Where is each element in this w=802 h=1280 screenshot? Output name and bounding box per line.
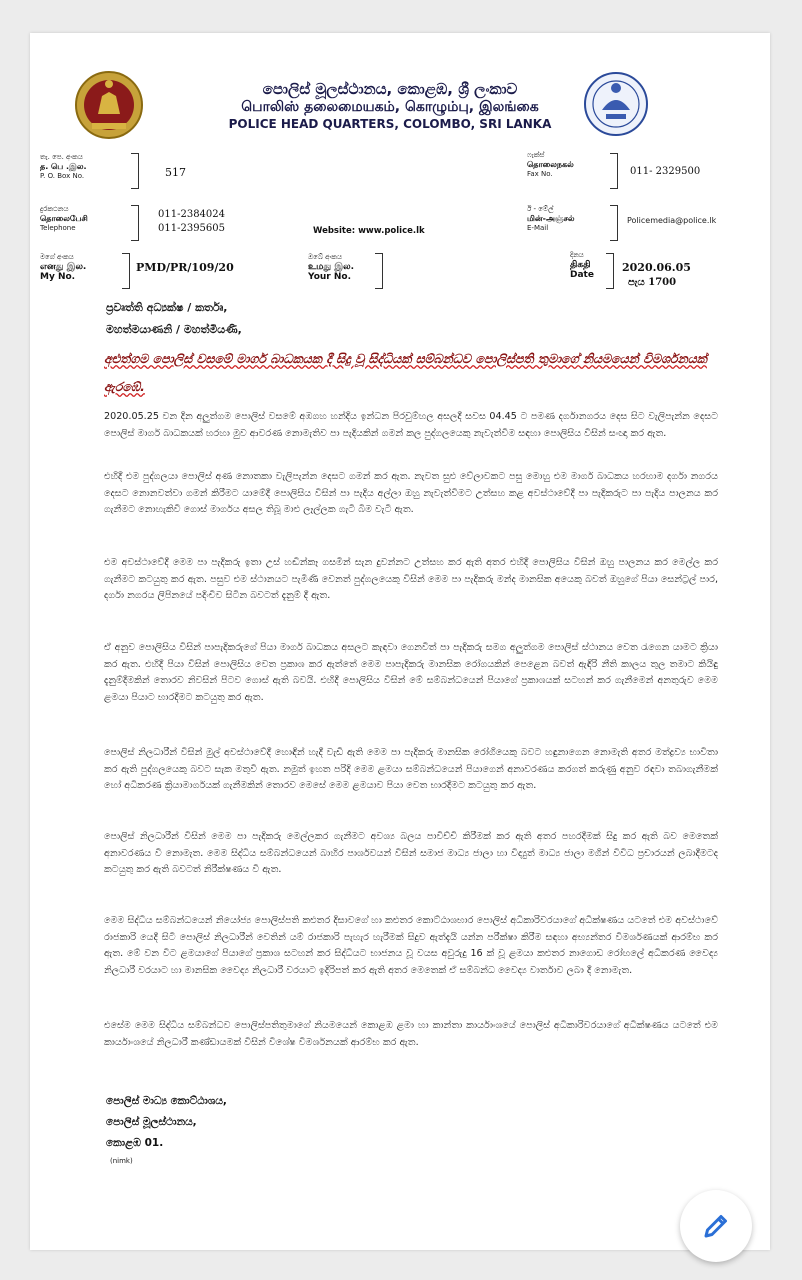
email-labels: ඊ - මේල් மின்-அஞ்சல் E-Mail bbox=[527, 205, 575, 232]
fax-labels: ෆැක්ස් தொலைநகல் Fax No. bbox=[527, 151, 574, 178]
my-no-labels: මගේ අංකය எனது இல. My No. bbox=[40, 253, 87, 282]
document-page bbox=[30, 33, 770, 1250]
header-tamil: பொலிஸ் தலைமையகம், கொழும்பு, இலங்கை bbox=[241, 99, 539, 115]
fax-value: 011- 2329500 bbox=[630, 166, 701, 177]
paragraph-5: පොලිස් නිලධාරීන් විසින් මුල් අවස්ථාවේදී හොඳින් හැදී වැඩී ඇති මෙම පා පැදිකරු මානසික රෝගියෙකු බවට හඳුනාගෙන නොමැති අතර මත්ද්‍රව්‍ය භාවිතා කර ඇති පුද්ගලයෙකු බවට සැක මතුවී ඇත. නමුත් ඉහත පරිදි මෙම ළමයා සම්බන්ධයෙන් පියාගෙන් අනාවරණය කරගත් කරුණු අනුව රඳවා තබාගැනීමක් හෝ අධිකරණ ක්‍රියාමාර්ගයක් ගැනීමකින් තොරව මෙසේ මෙම ළමයාව පියා වෙත භාරදීමට කටයුතු කර ඇත. bbox=[104, 747, 718, 791]
your-no-labels: ඔබේ අංකය உமது இல. Your No. bbox=[308, 253, 354, 282]
paragraph-3: එම අවස්ථාවේදී මෙම පා පැදිකරු ඉතා උස් හඬින්කෑ ගසමින් සැන දුවන්නට උත්සහ කර ඇති අතර එහිදී පොලිසිය විසින් ඔහු පාලනය කර මෙල්ල කර ගැනීමට කටයුතු කර ඇත. පසුව එම ස්ථානයට පැමිණි වෙනත් පුද්ගලයෙකු විසින් මෙම පා පැදිකරු මන්ද මානසික අයෙකු බවත් ඔහුගේ පියා සෙන්ට්‍රල් පාර, දර්ගා නගරය ලිපිනයේ පදිංචිව සිටින බවටත් දැනුම් දී ඇත. bbox=[104, 557, 718, 601]
salutation: ප්‍රවෘත්ති අධ්‍යක්ෂ / කර්තෘ, මහත්මයාණනි / මහත්මියණි, bbox=[106, 301, 242, 336]
pobox-labels: තැ. පෙ. අංකය த. பெ .இல. P. O. Box No. bbox=[40, 153, 87, 180]
signature-line-3: කොළඹ 01. bbox=[106, 1137, 164, 1149]
my-no-value: PMD/PR/109/20 bbox=[136, 261, 234, 274]
telephone-value-2: 011-2395605 bbox=[158, 223, 226, 234]
header-english: POLICE HEAD QUARTERS, COLOMBO, SRI LANKA bbox=[228, 117, 552, 131]
email-value: Policemedia@police.lk bbox=[627, 216, 717, 225]
press-release-title: අළුත්ගම පොලිස් වසමේ මාර්ග බාධකයක දී සිදු වූ සිද්ධියක් සම්බන්ධව පොලිස්පති තුමාගේ නියමයෙන් විමර්ශනයක් ඇරඹේ. bbox=[104, 351, 707, 394]
date-value: 2020.06.05 bbox=[622, 261, 691, 274]
signature-initials: (nimk) bbox=[110, 1157, 133, 1165]
signature-line-2: පොලිස් මූලස්ථානය, bbox=[106, 1116, 197, 1128]
date-labels: දිනය திகதி Date bbox=[570, 251, 594, 280]
paragraph-1: 2020.05.25 වන දින අලුත්ගම පොලිස් වසමේ අඹගහ හන්දිය ඉන්ධන පිරවුම්හල අසලදී සවස 04.45 ට පමණ දර්ගානගරය දෙස සිට වැලිපැන්න දෙසට පොලිස් මාර්ග බාධකයක් හරහා මුව ආවරණ නොමැතිව පා පැදියකින් ගමන් කල පුද්ගලයෙකු නැවැත්වීම සඳහා පොලිසිය විසින් සංඥා කර ඇත. bbox=[104, 411, 718, 439]
website: Website: www.police.lk bbox=[313, 226, 425, 236]
paragraph-6: පොලිස් නිලධාරීන් විසින් මෙම පා පැදිකරු මෙල්ලකර ගැනීමට අවශ්‍ය බලය පාවිච්චි කිරීමක් කර ඇති අතර පහරදීමක් සිදු කර ඇති බව මෙතෙක් අනාවරණය වී නොමැත. මෙම සිද්ධිය සම්බන්ධයෙන් බාහිර පාර්ශවයන් විසින් සමාජ මාධ්‍ය ජාලා හා විද්‍යුත් මාධ්‍ය ජාලා මගින් විවිධ ප්‍රචාරයන් ලබාදීමටද කටයුතු කර ඇති බවටත් නිරීක්ෂණය වී ඇත. bbox=[104, 831, 718, 875]
pobox-value: 517 bbox=[165, 166, 186, 179]
paragraph-8: එසේම මෙම සිද්ධිය සම්බන්ධව පොලිස්පතිතුමාගේ නියමයෙන් කොළඹ ළමා හා කාන්තා කාර්යාංශයේ පොලිස් අධිකාරිවරයාගේ අධීක්ෂණය යටතේ එම කාර්යාංශයේ නිලධාරී කණ්ඩායමක් විසින් විශේෂ විමර්ශනයක් ආරම්භ කර ඇත. bbox=[104, 1020, 718, 1048]
signature-line-1: පොලිස් මාධ්‍ය කොට්ඨාශය, bbox=[106, 1095, 227, 1107]
paragraph-4: ඒ අනුව පොලිසිය විසින් පාපැදිකරුගේ පියා මාර්ග බාධකය අසලට කැඳවා ගෙනවිත් පා පැදිකරු සමග අලුත්ගම පොලිස් ස්ථානය වෙත රැගෙන යාමට ක්‍රියා කර ඇත. එහිදී පියා විසින් පොලිසිය වෙත ප්‍රකාශ කර ඇත්තේ මෙම පාපැදිකරු මානසික රෝගයකින් පෙළෙන බවත් ඇඳිරි නීති කාලය තුල තමාට කියිඳු දැනුම්දීමකින් තොරව නිවසින් පිටව ගොස් ඇති බවයි. එහිදී පොලිසිය විසින් මේ සම්බන්ධයෙන් පියාගේ ප්‍රකාශයක් සටහන් කර ගැනීමෙන් අනතුරුව මෙම ළමයා පියාට භාරදීමට කටයුතු කර ඇත. bbox=[104, 642, 718, 703]
header-sinhala: පොලිස් මූලස්ථානය, කොළඹ, ශ්‍රී ලංකාව bbox=[262, 80, 518, 98]
paragraph-2: එහිදී එම පුද්ගලයා පොලිස් අණ නොතකා වැලිපැන්න දෙසට ගමන් කර ඇත. නැවත සුළු වේලාවකට පසු මොහු එම මාර්ග බාධකය හරහාම දර්ගා නගරය දෙසට නොනවත්වා ගමන් කිරීමට යාමේදී පොලිසිය විසින් පා පැදිය අල්ලා ඔහු නැවැත්වීමට උත්සහ කළ අවස්ථාවේදී පා පැදිකරුට පා පැදිය පාලනය කර ගැනීමට නොහැකිවී ගොස් මාර්ගය අසල තිබූ මාළු ලෑල්ලක ගැටී බිම වැටී ඇත. bbox=[104, 471, 718, 515]
time-value: පැය 1700 bbox=[628, 277, 677, 288]
telephone-value-1: 011-2384024 bbox=[158, 209, 226, 220]
sri-lanka-emblem-icon bbox=[72, 68, 146, 142]
paragraph-7: මෙම සිද්ධිය සම්බන්ධයෙන් නියෝජ්‍ය පොලිස්පති කළුතර දිසාවගේ හා කළුතර කොට්ඨාශභාර පොලිස් අධිකාරිවරයාගේ අධීක්ෂණය යටතේ එම අවස්ථාවේ රාජකාරි යෙදී සිටි පොලිස් නිලධාරීන් වෙතින් යම් රාජකාරි පැහැර හැරීමක් සිදුව ඇත්දැයි යන්න පරීක්ෂා කිරීම සඳහා අභ්‍යන්තර විමර්ශණයක් ආරම්භ කර ඇත. මේ වන විට ළමයාගේ පියාගේ ප්‍රකාශ සටහන් කර සිද්ධියට භාජනය වූ වයස අවුරුදු 16 ක් වූ ළමයා කළුතර නාගොඩ රෝහලේ අධිකරණ වෛද්‍ය නිලධාරී වරයාට හා මානසික වෛද්‍ය නිලධාරී වරයාට ඉදිරිපත් කර ඇති අතර මෙතෙක් ඒ සම්බන්ධ වෛද්‍ය වාර්තාව ලබා දී නොමැත. bbox=[104, 915, 718, 976]
telephone-labels: දුරකථනය தொலைபேசி Telephone bbox=[40, 205, 88, 232]
edit-button[interactable] bbox=[680, 1190, 752, 1262]
police-emblem-icon bbox=[582, 68, 650, 140]
edit-pencil-icon bbox=[700, 1210, 732, 1242]
